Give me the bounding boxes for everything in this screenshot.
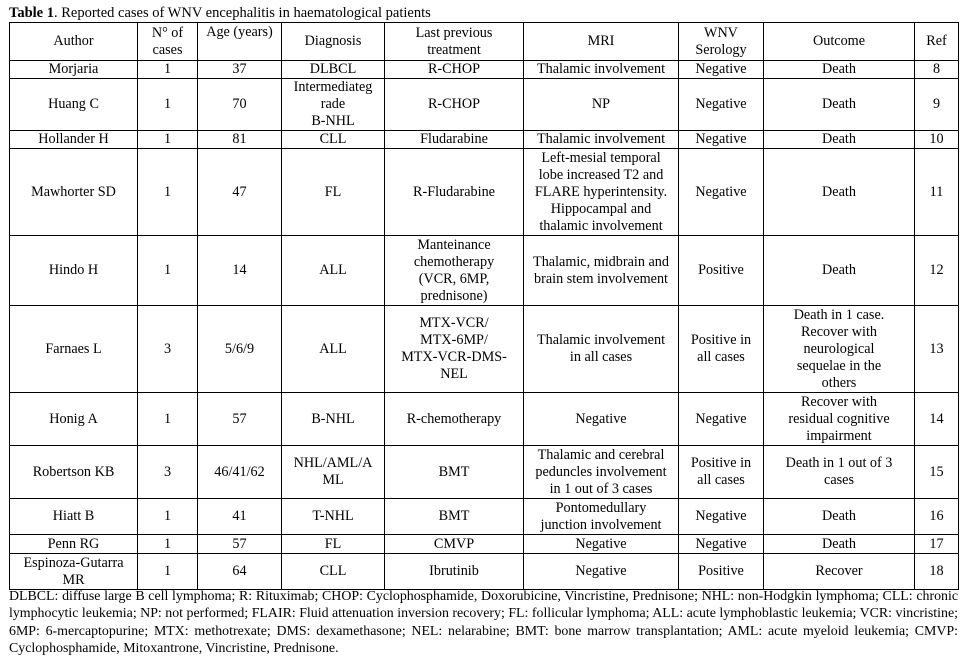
cell-serology-line: Negative <box>695 96 747 112</box>
cell-mri-line: Left-mesial temporal <box>541 149 661 166</box>
header-outcome-line: Outcome <box>812 33 865 49</box>
cell-ref <box>915 61 959 79</box>
cell-diagnosis-line: DLBCL <box>309 61 357 77</box>
cell-mri <box>524 149 679 236</box>
cell-serology <box>679 79 764 131</box>
cell-serology <box>679 236 764 306</box>
header-age <box>198 23 282 61</box>
cell-author <box>10 79 138 131</box>
cell-mri <box>524 236 679 306</box>
cell-mri <box>524 535 679 554</box>
cell-serology <box>679 131 764 149</box>
cell-author-line: Farnaes L <box>45 340 102 357</box>
cell-age-line: 47 <box>232 183 247 200</box>
cell-treatment <box>385 306 524 393</box>
cell-cases <box>138 61 198 79</box>
cell-treatment-line: R-CHOP <box>427 61 481 77</box>
cell-ref-line: 14 <box>929 410 944 427</box>
cell-treatment <box>385 535 524 554</box>
cell-mri-line: junction involvement <box>540 516 662 533</box>
cell-age <box>198 149 282 236</box>
cell-diagnosis-line: CLL <box>319 131 347 147</box>
cell-outcome <box>764 535 915 554</box>
cell-mri-line: FLARE hyperintensity. <box>534 183 668 200</box>
cell-ref-line: 10 <box>929 131 944 147</box>
cell-ref-line: 12 <box>929 262 944 278</box>
cell-ref <box>915 131 959 149</box>
cell-ref-line: 17 <box>929 535 944 552</box>
cell-outcome-line: Death in 1 case. <box>793 306 885 323</box>
cell-outcome-line: Death <box>822 183 856 200</box>
cell-treatment <box>385 446 524 499</box>
cell-author <box>10 535 138 554</box>
cell-diagnosis <box>282 149 385 236</box>
cell-treatment <box>385 149 524 236</box>
cell-mri <box>524 499 679 535</box>
cell-diagnosis <box>282 535 385 554</box>
cell-treatment <box>385 61 524 79</box>
cell-outcome-line: impairment <box>806 427 872 444</box>
cell-mri-line: Thalamic and cerebral <box>537 446 665 463</box>
cell-diagnosis-line: FL <box>324 183 342 200</box>
cell-age <box>198 535 282 554</box>
cell-cases-line: 1 <box>163 183 172 200</box>
cell-ref-line: 15 <box>929 463 944 480</box>
cell-author-line: Espinoza-Gutarra <box>23 554 124 571</box>
cell-serology <box>679 499 764 535</box>
cell-serology-line: Negative <box>695 61 747 77</box>
cell-author-line: MR <box>62 571 85 588</box>
cell-author <box>10 306 138 393</box>
cell-cases-line: 1 <box>163 262 172 278</box>
cell-outcome <box>764 554 915 590</box>
cell-treatment-line: Manteinance <box>417 236 491 253</box>
cell-author-line: Hollander H <box>38 131 109 147</box>
cell-serology <box>679 306 764 393</box>
cell-diagnosis-line: NHL/AML/A <box>293 455 373 471</box>
cell-ref <box>915 393 959 446</box>
header-treatment-line: Last previous <box>415 24 493 41</box>
cell-author-line: Honig A <box>49 410 98 427</box>
cell-outcome-line: Death <box>822 131 856 147</box>
cell-age-line: 5/6/9 <box>224 340 255 357</box>
cell-mri-line: Negative <box>575 410 627 427</box>
header-treatment-line: treatment <box>427 41 481 58</box>
cell-author-line: Huang C <box>48 96 99 112</box>
cell-diagnosis <box>282 554 385 590</box>
cell-cases-line: 3 <box>163 340 172 357</box>
cell-serology <box>679 446 764 499</box>
cell-outcome <box>764 131 915 149</box>
table-body <box>10 23 959 590</box>
cell-age <box>198 393 282 446</box>
cell-cases <box>138 393 198 446</box>
header-serology-line: WNV <box>704 24 738 41</box>
cell-diagnosis-line: Intermediateg <box>293 79 373 95</box>
header-mri <box>524 23 679 61</box>
cell-ref-line: 9 <box>932 96 941 112</box>
cell-diagnosis-line: ALL <box>319 262 347 278</box>
cell-author-line: Mawhorter SD <box>31 183 116 200</box>
table-row <box>10 149 959 236</box>
cell-mri-line: Negative <box>575 563 627 579</box>
cell-treatment-line: NEL <box>440 366 468 382</box>
table-row <box>10 393 959 446</box>
cell-ref <box>915 236 959 306</box>
cell-diagnosis <box>282 79 385 131</box>
header-diagnosis-line: Diagnosis <box>304 33 362 49</box>
header-ref <box>915 23 959 61</box>
cell-mri-line: lobe increased T2 and <box>538 166 664 183</box>
cell-outcome-line: neurological <box>803 340 875 357</box>
cell-age-line: 81 <box>232 131 247 147</box>
cell-diagnosis-line: CLL <box>319 563 347 579</box>
cell-mri-line: in 1 out of 3 cases <box>549 480 653 497</box>
cell-serology-line: Negative <box>695 131 747 147</box>
cell-author-line: Robertson KB <box>32 463 115 480</box>
cell-diagnosis-line: B-NHL <box>311 113 355 129</box>
header-diagnosis <box>282 23 385 61</box>
table-caption-text: . Reported cases of WNV encephalitis in haematological patients <box>54 5 431 21</box>
cell-mri-line: NP <box>591 96 611 112</box>
cell-mri-line: Thalamic involvement <box>536 332 666 348</box>
cell-treatment-line: chemotherapy <box>413 253 495 270</box>
cell-cases <box>138 236 198 306</box>
cell-serology-line: Positive in <box>690 332 752 348</box>
table-row <box>10 61 959 79</box>
table-row <box>10 306 959 393</box>
cell-author <box>10 554 138 590</box>
cell-outcome-line: others <box>821 374 857 391</box>
cell-outcome-line: cases <box>824 472 854 488</box>
cell-outcome-line: Recover <box>815 563 863 579</box>
cell-mri-line: Thalamic involvement <box>536 131 666 147</box>
cell-serology-line: all cases <box>697 472 745 488</box>
cell-serology-line: Negative <box>695 508 747 524</box>
cell-diagnosis <box>282 236 385 306</box>
cell-mri-line: Thalamic, midbrain and <box>533 253 669 270</box>
cell-diagnosis <box>282 131 385 149</box>
cell-author <box>10 446 138 499</box>
cell-ref-line: 18 <box>929 563 944 579</box>
cell-mri <box>524 393 679 446</box>
table-row <box>10 535 959 554</box>
cell-age-line: 70 <box>232 96 247 112</box>
cell-diagnosis <box>282 446 385 499</box>
header-outcome <box>764 23 915 61</box>
cell-author-line: Hiatt B <box>52 508 95 524</box>
header-ref-line: Ref <box>926 33 947 49</box>
cell-cases-line: 1 <box>163 563 172 579</box>
header-serology <box>679 23 764 61</box>
cell-outcome-line: residual cognitive <box>788 410 890 427</box>
cell-outcome-line: Death <box>822 61 856 77</box>
cell-outcome-line: sequelae in the <box>796 357 882 374</box>
cell-serology-line: Positive <box>698 262 744 278</box>
cell-cases-line: 1 <box>163 61 172 77</box>
cell-treatment-line: BMT <box>438 508 470 524</box>
cell-serology-line: Positive in <box>690 455 752 471</box>
cell-age-line: 57 <box>232 535 247 552</box>
cell-outcome <box>764 393 915 446</box>
header-author-line: Author <box>53 33 94 49</box>
cell-ref-line: 8 <box>932 61 941 77</box>
cell-diagnosis-line: ALL <box>319 340 347 357</box>
cell-age <box>198 446 282 499</box>
cell-treatment-line: prednisone) <box>420 287 488 304</box>
cell-outcome-line: Death <box>822 508 856 524</box>
cell-treatment <box>385 554 524 590</box>
cell-outcome <box>764 446 915 499</box>
cell-treatment-line: R-chemotherapy <box>406 410 502 427</box>
cell-treatment-line: Fludarabine <box>420 131 488 147</box>
cell-diagnosis <box>282 61 385 79</box>
cell-treatment-line: MTX-6MP/ <box>420 332 488 348</box>
cell-mri-line: thalamic involvement <box>539 217 663 234</box>
cell-treatment <box>385 499 524 535</box>
cell-treatment <box>385 131 524 149</box>
cell-ref <box>915 306 959 393</box>
cell-outcome <box>764 236 915 306</box>
cases-table <box>9 22 959 590</box>
cell-treatment-line: R-Fludarabine <box>413 183 495 200</box>
table-footnote: DLBCL: diffuse large B cell lymphoma; R: Rituximab; CHOP: Cyclophosphamide, Doxorubicine, Vincristine, Prednisone; NHL: non-Hodgkin lymphoma; CLL: chronic lymphocytic leukemia; NP: not performed; FLAIR: Fluid attenuation inversion recovery; FL: follicular lymphoma; ALL: acute lymphoblastic leukemia; VCR: vincristine; 6MP: 6-mercaptopurine; MTX: methotrexate; DMS: dexamethasone; NEL: nelarabine; BMT: bone marrow transplantation; AML: acute myeloid leukemia; CMVP: Cyclophosphamide, Mitoxantrone, Vincristine, Prednisone. <box>9 589 958 657</box>
table-row <box>10 131 959 149</box>
cell-ref <box>915 79 959 131</box>
cell-outcome-line: Recover with <box>800 323 878 340</box>
cell-outcome-line: Death <box>822 262 856 278</box>
cell-cases <box>138 446 198 499</box>
cell-mri <box>524 446 679 499</box>
table-caption <box>9 4 431 22</box>
cell-age <box>198 61 282 79</box>
cell-ref <box>915 554 959 590</box>
cell-diagnosis-line: T-NHL <box>312 508 354 524</box>
table-row <box>10 79 959 131</box>
cell-cases <box>138 306 198 393</box>
cell-cases <box>138 149 198 236</box>
cell-outcome <box>764 61 915 79</box>
cell-author <box>10 236 138 306</box>
cell-author-line: Penn RG <box>47 535 100 552</box>
cell-diagnosis-line: rade <box>320 96 346 112</box>
cell-cases-line: 1 <box>163 508 172 524</box>
cell-mri-line: brain stem involvement <box>534 270 668 287</box>
cell-ref <box>915 149 959 236</box>
cell-treatment-line: (VCR, 6MP, <box>418 270 490 287</box>
cell-outcome <box>764 79 915 131</box>
cell-mri-line: Pontomedullary <box>555 499 647 516</box>
cell-cases-line: 1 <box>163 410 172 427</box>
cell-treatment-line: CMVP <box>433 535 475 552</box>
cell-treatment-line: Ibrutinib <box>429 563 479 579</box>
cell-mri <box>524 79 679 131</box>
table-caption-label: Table 1 <box>9 5 54 21</box>
cell-outcome-line: Death <box>822 96 856 112</box>
header-cases-line: N° of <box>151 24 184 41</box>
cell-serology-line: all cases <box>697 349 745 365</box>
cell-mri-line: Thalamic involvement <box>536 61 666 77</box>
cell-treatment-line: BMT <box>438 463 470 480</box>
header-author <box>10 23 138 61</box>
cell-ref <box>915 446 959 499</box>
table-row <box>10 499 959 535</box>
cell-diagnosis <box>282 306 385 393</box>
cell-author-line: Morjaria <box>48 61 99 77</box>
cell-treatment <box>385 393 524 446</box>
cell-outcome <box>764 149 915 236</box>
cell-ref <box>915 535 959 554</box>
cell-cases <box>138 79 198 131</box>
cell-ref <box>915 499 959 535</box>
cell-author <box>10 131 138 149</box>
table-row <box>10 554 959 590</box>
cell-outcome-line: Death <box>822 535 856 552</box>
cell-diagnosis-line: B-NHL <box>311 410 355 427</box>
cell-age-line: 37 <box>232 61 247 77</box>
header-cases <box>138 23 198 61</box>
cell-cases <box>138 535 198 554</box>
cell-mri-line: Negative <box>575 535 627 552</box>
cell-author <box>10 149 138 236</box>
cell-cases <box>138 499 198 535</box>
header-age-line: Age (years) <box>206 24 273 40</box>
cell-serology-line: Positive <box>698 563 744 579</box>
header-row <box>10 23 959 61</box>
cell-mri <box>524 306 679 393</box>
cell-age-line: 64 <box>232 563 247 579</box>
cell-treatment-line: R-CHOP <box>427 96 481 112</box>
cell-author <box>10 61 138 79</box>
cell-treatment <box>385 236 524 306</box>
cell-age-line: 57 <box>232 410 247 427</box>
cell-author-line: Hindo H <box>48 262 99 278</box>
cell-outcome <box>764 306 915 393</box>
cell-ref-line: 13 <box>929 340 944 357</box>
cell-cases-line: 1 <box>163 131 172 147</box>
cell-treatment-line: MTX-VCR-DMS- <box>401 349 507 365</box>
cell-age-line: 14 <box>232 262 247 278</box>
cell-age <box>198 554 282 590</box>
cell-age-line: 41 <box>232 508 247 524</box>
cell-serology <box>679 61 764 79</box>
cell-mri <box>524 61 679 79</box>
cell-age <box>198 499 282 535</box>
cell-ref-line: 16 <box>929 508 944 524</box>
header-serology-line: Serology <box>695 41 747 58</box>
cell-outcome <box>764 499 915 535</box>
cell-cases-line: 1 <box>163 535 172 552</box>
cell-mri <box>524 554 679 590</box>
cell-author <box>10 393 138 446</box>
header-cases-line: cases <box>152 41 183 58</box>
cell-age <box>198 236 282 306</box>
cell-age <box>198 79 282 131</box>
cell-serology-line: Negative <box>695 535 747 552</box>
cell-serology-line: Negative <box>695 410 747 427</box>
cell-serology-line: Negative <box>695 183 747 200</box>
cell-diagnosis <box>282 499 385 535</box>
cell-cases <box>138 131 198 149</box>
cell-mri-line: peduncles involvement <box>535 463 667 480</box>
cell-age <box>198 131 282 149</box>
header-treatment <box>385 23 524 61</box>
table-row <box>10 446 959 499</box>
cell-cases-line: 1 <box>163 96 172 112</box>
cell-diagnosis <box>282 393 385 446</box>
cell-author <box>10 499 138 535</box>
cell-ref-line: 11 <box>929 183 944 200</box>
cell-serology <box>679 149 764 236</box>
cell-serology <box>679 393 764 446</box>
cell-mri <box>524 131 679 149</box>
cell-diagnosis-line: ML <box>322 472 344 488</box>
cell-age-line: 46/41/62 <box>214 463 265 480</box>
cell-cases <box>138 554 198 590</box>
table-row <box>10 236 959 306</box>
cell-mri-line: Hippocampal and <box>550 200 652 217</box>
cell-serology <box>679 554 764 590</box>
cell-age <box>198 306 282 393</box>
cell-treatment <box>385 79 524 131</box>
cell-cases-line: 3 <box>163 463 172 480</box>
cell-outcome-line: Recover with <box>800 393 878 410</box>
header-mri-line: MRI <box>587 33 615 49</box>
cell-serology <box>679 535 764 554</box>
cell-mri-line: in all cases <box>569 349 633 365</box>
cell-diagnosis-line: FL <box>324 535 342 552</box>
cell-treatment-line: MTX-VCR/ <box>419 315 489 331</box>
cell-outcome-line: Death in 1 out of 3 <box>785 455 893 471</box>
